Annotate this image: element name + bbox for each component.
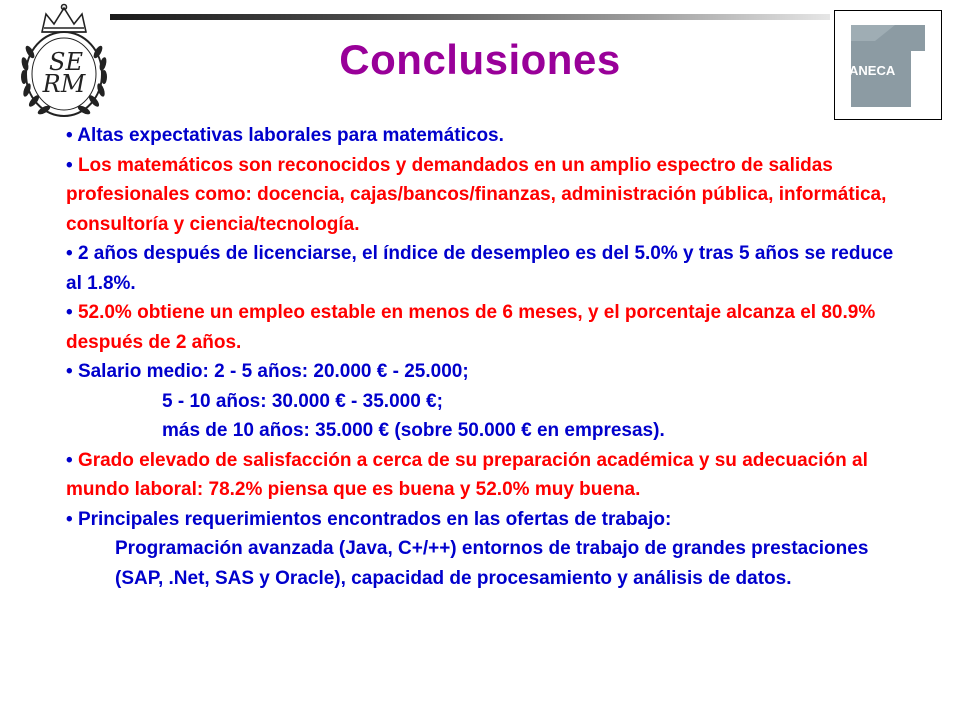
list-item: [66, 121, 906, 151]
conclusions-list: [66, 121, 906, 593]
slide-title: Conclusiones: [339, 36, 621, 83]
bullet-text-unemployment: 2 años después de licenciarse, el índice de desempleo es del 5.0% y tras 5 años se reduce al 1.8%.: [66, 243, 894, 294]
bullet-text-salary-line3: más de 10 años: 35.000 € (sobre 50.000 € en empresas).: [162, 420, 665, 441]
aneca-wordmark: ANECA: [849, 63, 896, 78]
list-item: [66, 298, 906, 357]
bullet-glyph: •: [66, 125, 73, 146]
list-item: [66, 505, 906, 535]
list-item: [66, 357, 906, 387]
bullet-text-requirements-heading: Principales requerimientos encontrados en las ofertas de trabajo:: [77, 508, 672, 530]
bullet-text-salary-line1: Salario medio: 2 - 5 años: 20.000 € - 25.000;: [77, 361, 469, 382]
rsme-monogram-bottom: RM: [42, 70, 86, 98]
bullet-text-salary-line2: 5 - 10 años: 30.000 € - 35.000 €;: [162, 390, 443, 412]
bullet-text-expectations: Altas expectativas laborales para matemáticos.: [77, 125, 504, 146]
bullet-glyph: •: [66, 361, 73, 382]
list-item: [66, 239, 906, 298]
bullet-glyph: •: [66, 154, 73, 176]
aneca-logo: [834, 10, 942, 120]
bullet-text-career-outlets: Los matemáticos son reconocidos y demandados en un amplio espectro de salidas profesionales como: docencia, cajas/bancos/finanzas, administración pública, informática, consultoría y ciencia/tecnología.: [66, 154, 887, 235]
aneca-emblem-icon: [835, 11, 941, 119]
bullet-text-stable-employment: 52.0% obtiene un empleo estable en menos de 6 meses, y el porcentaje alcanza el 80.9% después de 2 años.: [66, 302, 876, 353]
list-item: [66, 446, 906, 505]
bullet-text-satisfaction: Grado elevado de salisfacción a cerca de su preparación académica y su adecuación al mundo laboral: 78.2% piensa que es buena y 52.0% muy buena.: [66, 449, 868, 500]
bullet-glyph: •: [66, 302, 73, 323]
bullet-glyph: •: [66, 243, 73, 264]
list-item: [66, 151, 906, 240]
header-rule: [110, 14, 830, 20]
bullet-glyph: •: [66, 508, 73, 530]
bullet-glyph: •: [66, 449, 73, 471]
bullet-text-requirements-detail: Programación avanzada (Java, C+/++) entornos de trabajo de grandes prestaciones (SAP, .Net, SAS y Oracle), capacidad de procesamiento y análisis de datos.: [115, 538, 869, 589]
rsme-monogram-top: SE: [49, 48, 83, 76]
